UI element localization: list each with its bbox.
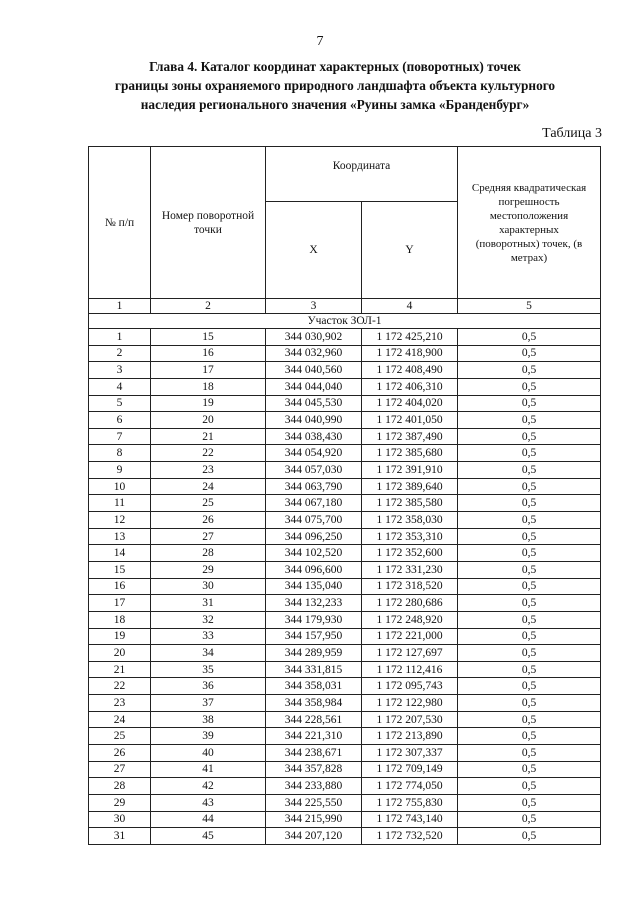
y-cell: 1 172 401,050 xyxy=(362,412,458,429)
error-cell: 0,5 xyxy=(458,462,601,479)
row-num-cell: 3 xyxy=(89,362,151,379)
section-title: Участок ЗОЛ-1 xyxy=(89,314,601,329)
column-number: 5 xyxy=(458,299,601,314)
column-number: 1 xyxy=(89,299,151,314)
row-num-cell: 23 xyxy=(89,695,151,712)
table-row xyxy=(89,561,601,578)
point-num-cell: 24 xyxy=(151,478,266,495)
row-num-cell: 12 xyxy=(89,512,151,529)
x-cell: 344 057,030 xyxy=(266,462,362,479)
table-label: Таблица 3 xyxy=(542,126,602,141)
x-cell: 344 132,233 xyxy=(266,595,362,612)
point-num-cell: 39 xyxy=(151,728,266,745)
x-cell: 344 157,950 xyxy=(266,628,362,645)
error-cell: 0,5 xyxy=(458,678,601,695)
y-cell: 1 172 755,830 xyxy=(362,794,458,811)
y-cell: 1 172 112,416 xyxy=(362,661,458,678)
error-cell: 0,5 xyxy=(458,345,601,362)
y-cell: 1 172 095,743 xyxy=(362,678,458,695)
row-num-cell: 18 xyxy=(89,611,151,628)
y-cell: 1 172 318,520 xyxy=(362,578,458,595)
point-num-cell: 16 xyxy=(151,345,266,362)
y-cell: 1 172 122,980 xyxy=(362,695,458,712)
x-cell: 344 135,040 xyxy=(266,578,362,595)
table-row xyxy=(89,828,601,845)
point-num-cell: 42 xyxy=(151,778,266,795)
row-num-cell: 15 xyxy=(89,561,151,578)
error-cell: 0,5 xyxy=(458,445,601,462)
error-cell: 0,5 xyxy=(458,428,601,445)
point-num-cell: 27 xyxy=(151,528,266,545)
row-num-cell: 7 xyxy=(89,428,151,445)
error-cell: 0,5 xyxy=(458,695,601,712)
point-num-cell: 21 xyxy=(151,428,266,445)
y-cell: 1 172 387,490 xyxy=(362,428,458,445)
error-cell: 0,5 xyxy=(458,828,601,845)
x-cell: 344 357,828 xyxy=(266,761,362,778)
y-cell: 1 172 353,310 xyxy=(362,528,458,545)
point-num-cell: 17 xyxy=(151,362,266,379)
table-row xyxy=(89,711,601,728)
point-num-cell: 35 xyxy=(151,661,266,678)
point-num-cell: 25 xyxy=(151,495,266,512)
table-row xyxy=(89,645,601,662)
x-cell: 344 040,990 xyxy=(266,412,362,429)
table-row xyxy=(89,462,601,479)
header-y: Y xyxy=(362,202,458,299)
x-cell: 344 289,959 xyxy=(266,645,362,662)
x-cell: 344 054,920 xyxy=(266,445,362,462)
row-num-cell: 24 xyxy=(89,711,151,728)
point-num-cell: 23 xyxy=(151,462,266,479)
header-point: Номер поворотной точки xyxy=(151,147,266,299)
error-cell: 0,5 xyxy=(458,611,601,628)
table-row xyxy=(89,512,601,529)
table-row xyxy=(89,345,601,362)
error-cell: 0,5 xyxy=(458,478,601,495)
point-num-cell: 33 xyxy=(151,628,266,645)
error-cell: 0,5 xyxy=(458,329,601,346)
point-num-cell: 32 xyxy=(151,611,266,628)
x-cell: 344 358,031 xyxy=(266,678,362,695)
header-error: Средняя квадратическая погрешность местоположения характерных (поворотных) точек, (в метрах) xyxy=(458,147,601,299)
header-coordinate: Координата xyxy=(266,147,458,202)
row-num-cell: 20 xyxy=(89,645,151,662)
error-cell: 0,5 xyxy=(458,628,601,645)
table-row xyxy=(89,528,601,545)
y-cell: 1 172 127,697 xyxy=(362,645,458,662)
row-num-cell: 17 xyxy=(89,595,151,612)
x-cell: 344 030,902 xyxy=(266,329,362,346)
point-num-cell: 36 xyxy=(151,678,266,695)
table-row xyxy=(89,478,601,495)
table-row xyxy=(89,745,601,762)
x-cell: 344 044,040 xyxy=(266,378,362,395)
coordinates-table xyxy=(88,146,601,845)
row-num-cell: 22 xyxy=(89,678,151,695)
row-num-cell: 26 xyxy=(89,745,151,762)
header-num: № п/п xyxy=(89,147,151,299)
x-cell: 344 038,430 xyxy=(266,428,362,445)
x-cell: 344 096,250 xyxy=(266,528,362,545)
error-cell: 0,5 xyxy=(458,745,601,762)
error-cell: 0,5 xyxy=(458,378,601,395)
point-num-cell: 41 xyxy=(151,761,266,778)
y-cell: 1 172 406,310 xyxy=(362,378,458,395)
x-cell: 344 102,520 xyxy=(266,545,362,562)
error-cell: 0,5 xyxy=(458,794,601,811)
y-cell: 1 172 307,337 xyxy=(362,745,458,762)
row-num-cell: 16 xyxy=(89,578,151,595)
column-number: 2 xyxy=(151,299,266,314)
error-cell: 0,5 xyxy=(458,661,601,678)
point-num-cell: 37 xyxy=(151,695,266,712)
x-cell: 344 096,600 xyxy=(266,561,362,578)
row-num-cell: 21 xyxy=(89,661,151,678)
x-cell: 344 238,671 xyxy=(266,745,362,762)
x-cell: 344 040,560 xyxy=(266,362,362,379)
table-row xyxy=(89,445,601,462)
error-cell: 0,5 xyxy=(458,362,601,379)
table-row xyxy=(89,661,601,678)
error-cell: 0,5 xyxy=(458,412,601,429)
y-cell: 1 172 709,149 xyxy=(362,761,458,778)
error-cell: 0,5 xyxy=(458,811,601,828)
point-num-cell: 19 xyxy=(151,395,266,412)
error-cell: 0,5 xyxy=(458,512,601,529)
error-cell: 0,5 xyxy=(458,495,601,512)
row-num-cell: 13 xyxy=(89,528,151,545)
page-number: 7 xyxy=(316,34,324,49)
x-cell: 344 228,561 xyxy=(266,711,362,728)
error-cell: 0,5 xyxy=(458,645,601,662)
table-row xyxy=(89,728,601,745)
table-row xyxy=(89,578,601,595)
error-cell: 0,5 xyxy=(458,578,601,595)
chapter-title-line: наследия регионального значения «Руины замка «Бранденбург» xyxy=(140,97,530,112)
row-num-cell: 31 xyxy=(89,828,151,845)
point-num-cell: 44 xyxy=(151,811,266,828)
y-cell: 1 172 385,680 xyxy=(362,445,458,462)
row-num-cell: 5 xyxy=(89,395,151,412)
x-cell: 344 233,880 xyxy=(266,778,362,795)
table-row xyxy=(89,428,601,445)
y-cell: 1 172 248,920 xyxy=(362,611,458,628)
y-cell: 1 172 331,230 xyxy=(362,561,458,578)
y-cell: 1 172 358,030 xyxy=(362,512,458,529)
x-cell: 344 331,815 xyxy=(266,661,362,678)
table-row xyxy=(89,695,601,712)
row-num-cell: 4 xyxy=(89,378,151,395)
y-cell: 1 172 389,640 xyxy=(362,478,458,495)
y-cell: 1 172 213,890 xyxy=(362,728,458,745)
table-row xyxy=(89,378,601,395)
error-cell: 0,5 xyxy=(458,561,601,578)
x-cell: 344 075,700 xyxy=(266,512,362,529)
row-num-cell: 6 xyxy=(89,412,151,429)
error-cell: 0,5 xyxy=(458,545,601,562)
y-cell: 1 172 280,686 xyxy=(362,595,458,612)
point-num-cell: 20 xyxy=(151,412,266,429)
table-row xyxy=(89,362,601,379)
x-cell: 344 207,120 xyxy=(266,828,362,845)
table-row xyxy=(89,611,601,628)
point-num-cell: 43 xyxy=(151,794,266,811)
error-cell: 0,5 xyxy=(458,778,601,795)
column-number: 3 xyxy=(266,299,362,314)
table-row xyxy=(89,412,601,429)
table-row xyxy=(89,545,601,562)
table-row xyxy=(89,778,601,795)
table-row xyxy=(89,395,601,412)
y-cell: 1 172 221,000 xyxy=(362,628,458,645)
x-cell: 344 179,930 xyxy=(266,611,362,628)
y-cell: 1 172 385,580 xyxy=(362,495,458,512)
point-num-cell: 38 xyxy=(151,711,266,728)
x-cell: 344 225,550 xyxy=(266,794,362,811)
row-num-cell: 10 xyxy=(89,478,151,495)
x-cell: 344 067,180 xyxy=(266,495,362,512)
table-row xyxy=(89,628,601,645)
point-num-cell: 40 xyxy=(151,745,266,762)
chapter-title xyxy=(80,57,590,114)
y-cell: 1 172 774,050 xyxy=(362,778,458,795)
row-num-cell: 2 xyxy=(89,345,151,362)
point-num-cell: 28 xyxy=(151,545,266,562)
error-cell: 0,5 xyxy=(458,728,601,745)
y-cell: 1 172 391,910 xyxy=(362,462,458,479)
chapter-title-line: границы зоны охраняемого природного ландшафта объекта культурного xyxy=(114,78,556,93)
row-num-cell: 30 xyxy=(89,811,151,828)
error-cell: 0,5 xyxy=(458,711,601,728)
error-cell: 0,5 xyxy=(458,761,601,778)
row-num-cell: 25 xyxy=(89,728,151,745)
point-num-cell: 29 xyxy=(151,561,266,578)
point-num-cell: 26 xyxy=(151,512,266,529)
point-num-cell: 31 xyxy=(151,595,266,612)
point-num-cell: 30 xyxy=(151,578,266,595)
row-num-cell: 8 xyxy=(89,445,151,462)
table-row xyxy=(89,595,601,612)
table-row xyxy=(89,794,601,811)
row-num-cell: 28 xyxy=(89,778,151,795)
table-row xyxy=(89,811,601,828)
y-cell: 1 172 418,900 xyxy=(362,345,458,362)
y-cell: 1 172 408,490 xyxy=(362,362,458,379)
point-num-cell: 34 xyxy=(151,645,266,662)
table-row xyxy=(89,495,601,512)
table-row xyxy=(89,329,601,346)
chapter-title-line: Глава 4. Каталог координат характерных (поворотных) точек xyxy=(149,59,521,74)
point-num-cell: 18 xyxy=(151,378,266,395)
x-cell: 344 358,984 xyxy=(266,695,362,712)
header-x: X xyxy=(266,202,362,299)
point-num-cell: 45 xyxy=(151,828,266,845)
y-cell: 1 172 352,600 xyxy=(362,545,458,562)
point-num-cell: 15 xyxy=(151,329,266,346)
error-cell: 0,5 xyxy=(458,595,601,612)
x-cell: 344 215,990 xyxy=(266,811,362,828)
y-cell: 1 172 732,520 xyxy=(362,828,458,845)
row-num-cell: 14 xyxy=(89,545,151,562)
row-num-cell: 27 xyxy=(89,761,151,778)
y-cell: 1 172 425,210 xyxy=(362,329,458,346)
table-row xyxy=(89,678,601,695)
row-num-cell: 11 xyxy=(89,495,151,512)
row-num-cell: 9 xyxy=(89,462,151,479)
x-cell: 344 063,790 xyxy=(266,478,362,495)
y-cell: 1 172 743,140 xyxy=(362,811,458,828)
y-cell: 1 172 207,530 xyxy=(362,711,458,728)
row-num-cell: 1 xyxy=(89,329,151,346)
point-num-cell: 22 xyxy=(151,445,266,462)
x-cell: 344 221,310 xyxy=(266,728,362,745)
error-cell: 0,5 xyxy=(458,395,601,412)
row-num-cell: 19 xyxy=(89,628,151,645)
x-cell: 344 032,960 xyxy=(266,345,362,362)
error-cell: 0,5 xyxy=(458,528,601,545)
row-num-cell: 29 xyxy=(89,794,151,811)
x-cell: 344 045,530 xyxy=(266,395,362,412)
column-number: 4 xyxy=(362,299,458,314)
y-cell: 1 172 404,020 xyxy=(362,395,458,412)
table-row xyxy=(89,761,601,778)
